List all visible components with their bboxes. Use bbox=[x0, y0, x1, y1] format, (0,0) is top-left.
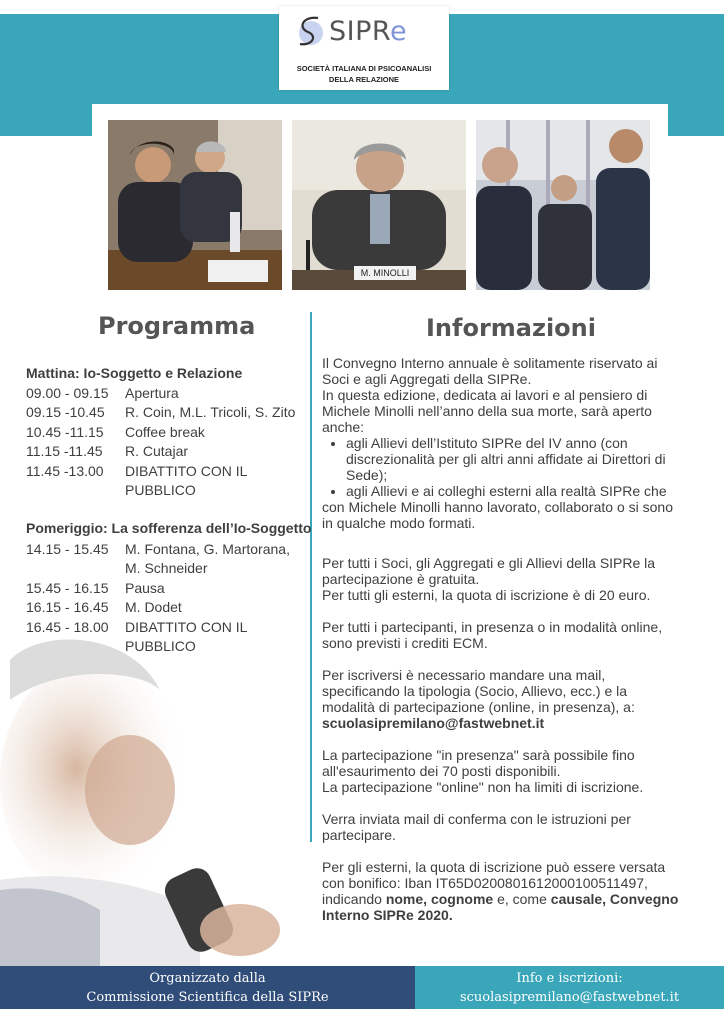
info-text: Il Convegno Interno annuale è solitamente riservato ai Soci e agli Aggregati della SIPRe. In questa edizione, dedicata ai lavori e al pensiero di Michele Minolli nell’anno della sua morte, sarà aperto anche: • agli Allievi dell’Istituto SIPRe del IV anno (con discrezionalità per gli altri anni affidate ai Direttori di Sede); • agli Allievi e ai colleghi esterni alla realtà SIPRe che con Michele Minolli hanno lavorato, collaborato o si sono in qualche modo formati. Per tutti i Soci, gli Aggregati e gli Allievi della SIPRe la partecipazione è gratuita. Per tutti gli esterni, la quota di iscrizione è di 20 euro. Per tutti i partecipanti, in presenza o in modalità online, sono previsti i crediti ECM. Per iscriversi è necessario mandare una mail, specificando la tipologia (Socio, Allievo, ecc.) e la modalità di partecipazione (online, in presenza), a: scuolasipremilano@fastwebnet.it La partecipazione "in presenza" sarà possibile fino all'esaurimento dei 70 posti disponibili. La partecipazione "online" non ha limiti di iscrizione. Verra inviata mail di conferma con le istruzioni per partecipare. Per gli esterni, la quota di iscrizione può essere versata con bonifico: Iban IT65D0200801612000100511497, indicando nome, cognome e, come causale, Convegno Interno SIPRe 2020. bbox=[322, 355, 682, 923]
logo-mark-icon bbox=[294, 14, 328, 48]
photo-panel-minolli bbox=[292, 120, 466, 290]
programma-title: Programma bbox=[98, 312, 256, 340]
logo-subtitle: SOCIETÀ ITALIANA DI PSICOANALISI DELLA RELAZIONE bbox=[296, 64, 432, 84]
sipre-logo bbox=[279, 6, 449, 90]
info-bullet: • agli Allievi dell’Istituto SIPRe del IV anno (con discrezionalità per gli altri anni affidate ai Direttori di Sede); bbox=[346, 435, 682, 483]
afternoon-heading: Pomeriggio: La sofferenza dell’Io-Soggetto bbox=[26, 520, 312, 536]
logo-name: SIPRe bbox=[329, 16, 408, 47]
footer-contact: Info e iscrizioni: scuolasipremilano@fastwebnet.it bbox=[415, 966, 724, 1009]
name-card: M. MINOLLI bbox=[354, 266, 416, 280]
photo-panel-group bbox=[476, 120, 650, 290]
portrait-photo bbox=[0, 630, 330, 970]
photo-panel-speakers bbox=[108, 120, 282, 290]
footer-organizer: Organizzato dalla Commissione Scientifica della SIPRe bbox=[0, 966, 415, 1009]
morning-heading: Mattina: Io-Soggetto e Relazione bbox=[26, 365, 243, 381]
informazioni-title: Informazioni bbox=[426, 314, 596, 342]
footer-email-link[interactable]: scuolasipremilano@fastwebnet.it bbox=[459, 990, 680, 1005]
info-bullet: • agli Allievi e ai colleghi esterni alla realtà SIPRe che bbox=[346, 483, 682, 499]
contact-email[interactable]: scuolasipremilano@fastwebnet.it bbox=[322, 715, 545, 731]
